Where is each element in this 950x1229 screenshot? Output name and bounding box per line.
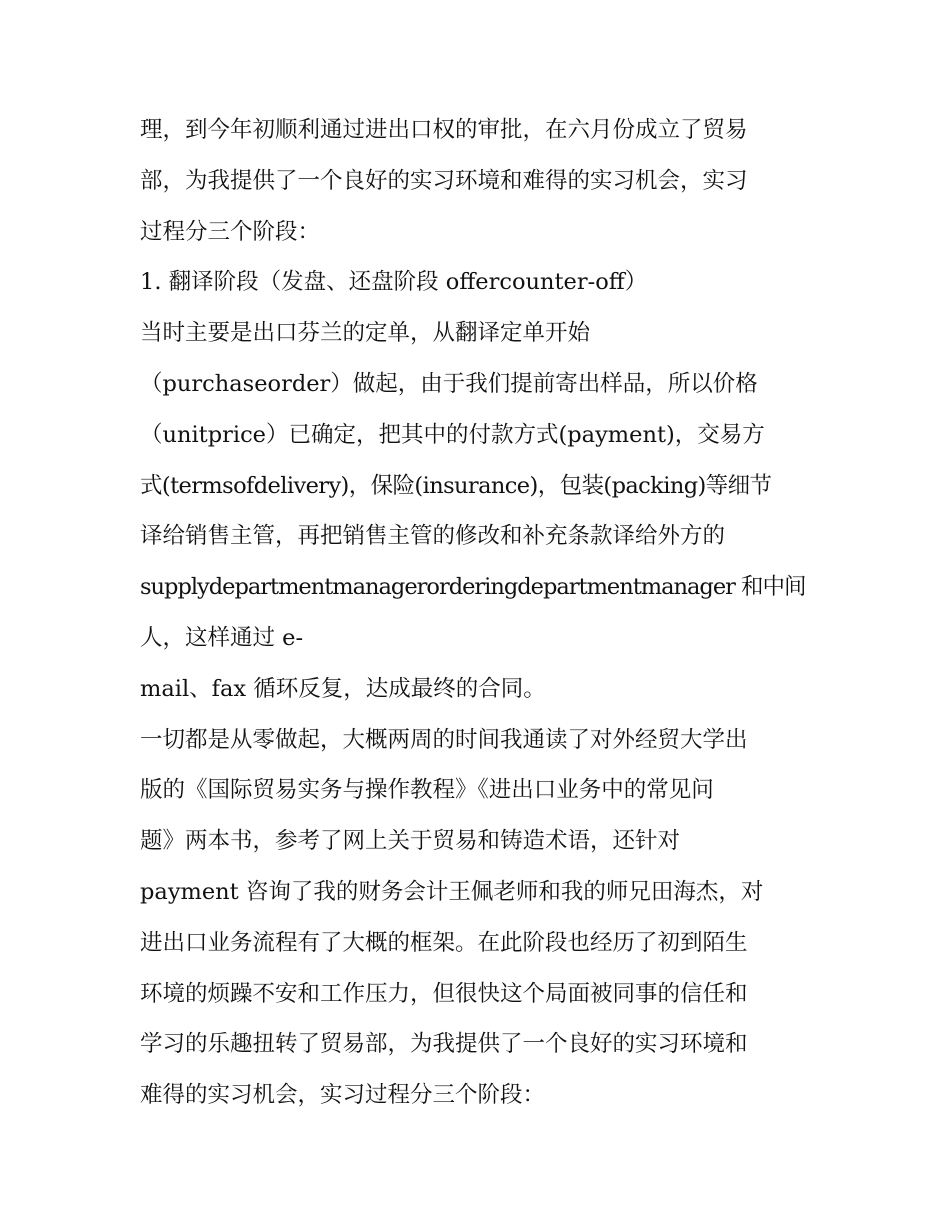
text-line: payment 咨询了我的财务会计王佩老师和我的师兄田海杰，对 (140, 878, 764, 905)
text-line: （purchaseorder）做起，由于我们提前寄出样品，所以价格 (140, 370, 758, 397)
text-line: （unitprice）已确定，把其中的付款方式(payment)，交易方 (140, 421, 765, 448)
section-heading: 1. 翻译阶段（发盘、还盘阶段 offercounter-off） (140, 269, 648, 296)
text-line: supplydepartmentmanagerorderingdepartmentmanager 和中间 (140, 574, 806, 601)
text-line: 理，到今年初顺利通过进出口权的审批，在六月份成立了贸易 (140, 117, 748, 143)
text-line: mail、fax 循环反复，达成最终的合同。 (140, 675, 546, 702)
text-line: 题》两本书，参考了网上关于贸易和铸造术语，还针对 (140, 828, 681, 855)
document-body (140, 105, 815, 1121)
text-line: 学习的乐趣扭转了贸易部，为我提供了一个良好的实习环境和 (140, 1031, 748, 1058)
text-line: 式(termsofdelivery)，保险(insurance)，包装(packing)等细节 (140, 472, 772, 499)
text-line: 难得的实习机会，实习过程分三个阶段： (140, 1082, 546, 1109)
text-line: 部，为我提供了一个良好的实习环境和难得的实习机会，实习 (140, 167, 748, 194)
text-line: 一切都是从零做起，大概两周的时间我通读了对外经贸大学出 (140, 726, 748, 753)
text-line: 人，这样通过 e- (140, 624, 304, 651)
text-line: 进出口业务流程有了大概的框架。在此阶段也经历了初到陌生 (140, 929, 748, 956)
text-line: 过程分三个阶段： (140, 218, 321, 245)
text-line: 译给销售主管，再把销售主管的修改和补充条款译给外方的 (140, 523, 726, 550)
text-line: 版的《国际贸易实务与操作教程》《进出口业务中的常见问 (140, 777, 714, 804)
text-line: 当时主要是出口芬兰的定单，从翻译定单开始 (140, 320, 591, 347)
text-line: 环境的烦躁不安和工作压力，但很快这个局面被同事的信任和 (140, 980, 748, 1007)
